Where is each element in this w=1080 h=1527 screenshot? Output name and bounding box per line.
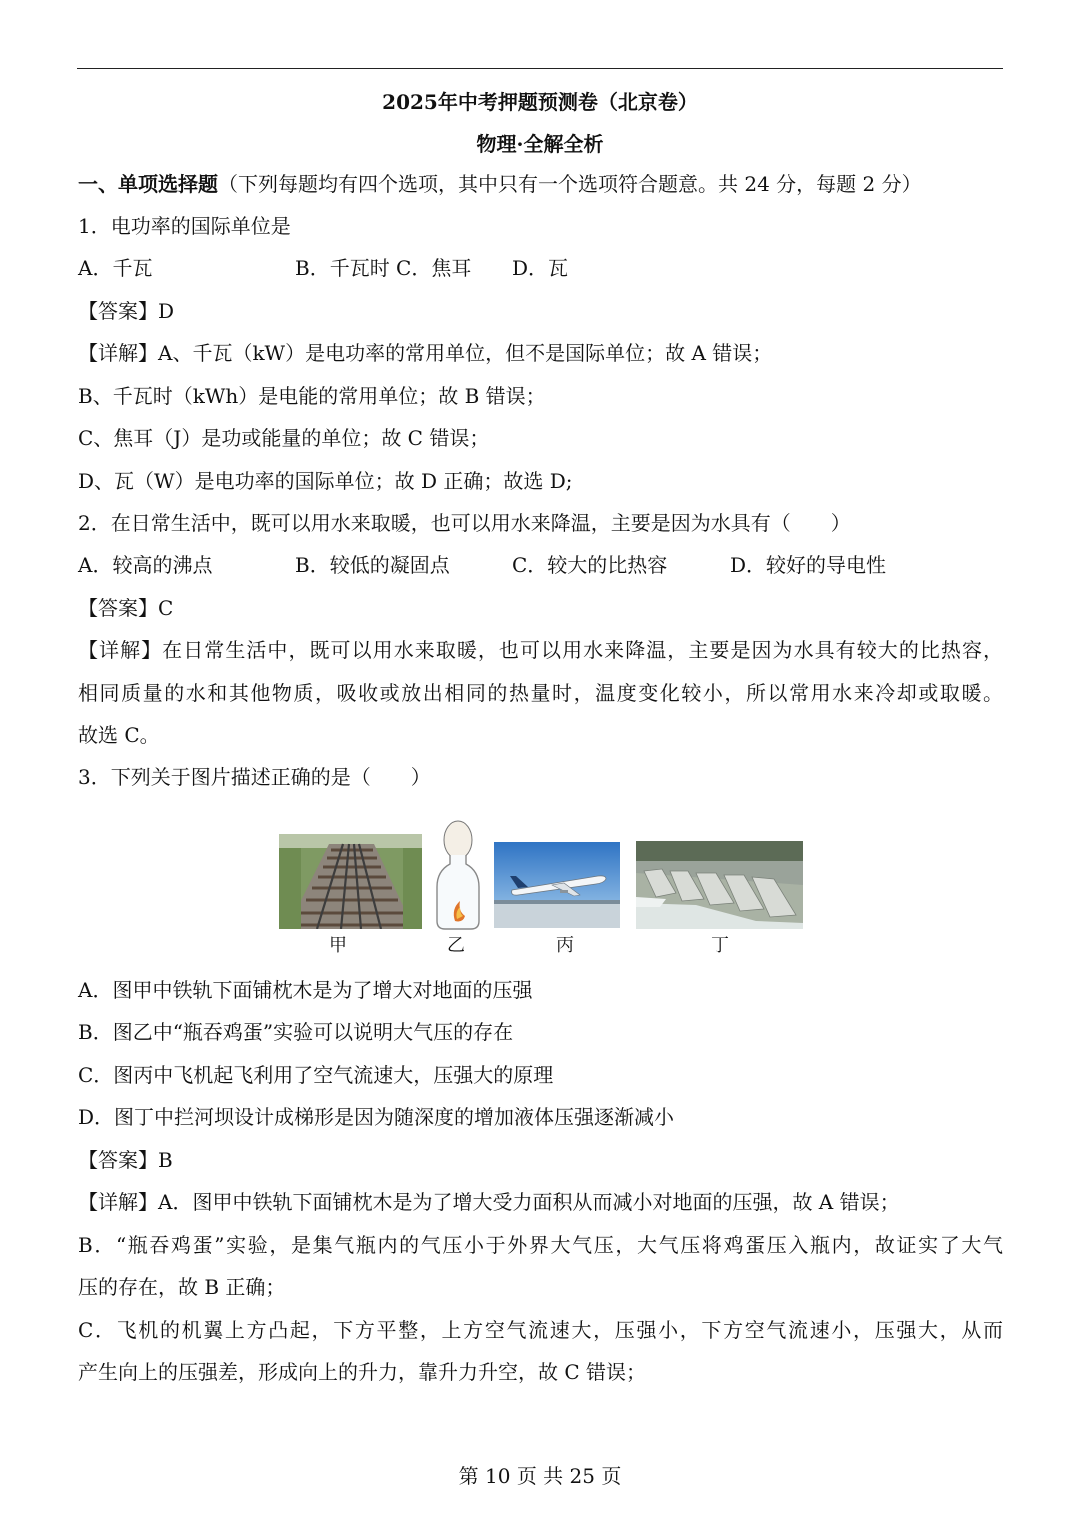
q3-option-d: D．图丁中拦河坝设计成梯形是因为随深度的增加液体压强逐渐减小 — [78, 1105, 675, 1129]
q3-answer: 【答案】B — [78, 1148, 173, 1172]
q1-answer: 【答案】D — [78, 299, 175, 323]
q3-detail-line: 【详解】A．图甲中铁轨下面铺枕木是为了增大受力面积从而减小对地面的压强，故 A 错误； — [78, 1190, 900, 1214]
q3-detail-line: B．“瓶吞鸡蛋”实验，是集气瓶内的气压小于外界大气压，大气压将鸡蛋压入瓶内，故证实了大气 — [78, 1233, 1003, 1257]
q1-option-a: A．千瓦 — [78, 256, 153, 280]
q2-option-a: A．较高的沸点 — [78, 553, 213, 577]
figure-caption-bing: 丙 — [556, 935, 574, 956]
q2-detail-line: 故选 C。 — [78, 723, 160, 747]
q2-option-d: D．较好的导电性 — [730, 553, 887, 577]
page-title: 2025年中考押题预测卷（北京卷） — [382, 90, 698, 114]
q1-detail-line: 【详解】A、千瓦（kW）是电功率的常用单位，但不是国际单位；故 A 错误； — [78, 341, 773, 365]
header-rule — [77, 68, 1003, 69]
q2-option-b: B．较低的凝固点 — [295, 553, 450, 577]
figure-caption-yi: 乙 — [447, 935, 465, 956]
q2-answer: 【答案】C — [78, 596, 174, 620]
q1-stem: 1．电功率的国际单位是 — [78, 214, 291, 238]
q3-stem: 3．下列关于图片描述正确的是（ ） — [78, 765, 431, 789]
q3-detail-line: 产生向上的压强差，形成向上的升力，靠升力升空，故 C 错误； — [78, 1360, 647, 1384]
q3-option-c: C．图丙中飞机起飞利用了空气流速大，压强大的原理 — [78, 1063, 554, 1087]
q2-detail-line: 【详解】在日常生活中，既可以用水来取暖，也可以用水来降温，主要是因为水具有较大的比热容， — [78, 638, 1003, 662]
page-number: 第 10 页 共 25 页 — [458, 1464, 622, 1488]
page-subtitle: 物理·全解全析 — [476, 132, 604, 156]
q1-detail-line: C、焦耳（J）是功或能量的单位；故 C 错误； — [78, 426, 490, 450]
q3-option-b: B．图乙中“瓶吞鸡蛋”实验可以说明大气压的存在 — [78, 1020, 514, 1044]
figure-caption-ding: 丁 — [711, 935, 729, 956]
q3-option-a: A．图甲中铁轨下面铺枕木是为了增大对地面的压强 — [78, 978, 533, 1002]
bottle-egg-image — [433, 817, 483, 931]
section-heading: 一、单项选择题 — [78, 172, 218, 196]
q3-detail-line: C．飞机的机翼上方凸起，下方平整，上方空气流速大，压强小，下方空气流速小，压强大，从而 — [78, 1318, 1003, 1342]
section-note: （下列每题均有四个选项，其中只有一个选项符合题意。共 24 分，每题 2 分） — [218, 172, 922, 196]
q2-detail-line: 相同质量的水和其他物质，吸收或放出相同的热量时，温度变化较小，所以常用水来冷却或取暖。 — [78, 681, 1003, 705]
q1-detail-line: D、瓦（W）是电功率的国际单位；故 D 正确；故选 D; — [78, 469, 573, 493]
q1-detail-line: B、千瓦时（kWh）是电能的常用单位；故 B 错误； — [78, 384, 546, 408]
q2-stem: 2．在日常生活中，既可以用水来取暖，也可以用水来降温，主要是因为水具有（ ） — [78, 511, 851, 535]
q1-option-bc: B．千瓦时 C．焦耳 — [295, 256, 472, 280]
q3-detail-line: 压的存在，故 B 正确； — [78, 1275, 286, 1299]
section-heading-line — [78, 170, 922, 198]
q2-option-c: C．较大的比热容 — [512, 553, 668, 577]
railway-track-image — [279, 834, 422, 929]
dam-image — [636, 841, 803, 929]
airplane-takeoff-image — [494, 842, 620, 928]
q1-option-d: D．瓦 — [512, 256, 569, 280]
figure-caption-jia: 甲 — [329, 935, 347, 956]
